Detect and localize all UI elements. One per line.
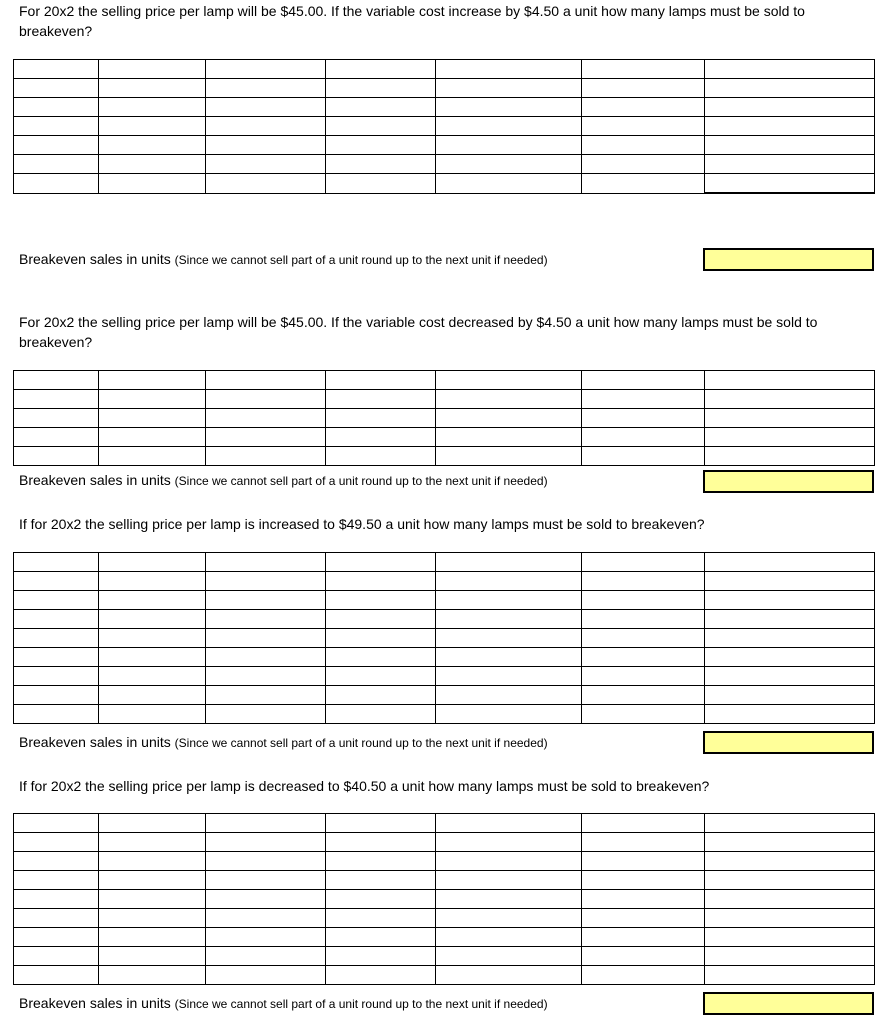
- table-row: [14, 572, 875, 591]
- breakeven-label-4: Breakeven sales in units (Since we cannot sell part of a unit round up to the next unit if needed): [19, 995, 548, 1011]
- breakeven-label-2: Breakeven sales in units (Since we cannot sell part of a unit round up to the next unit if needed): [19, 472, 548, 488]
- worksheet-table-3: [13, 552, 875, 724]
- table-row: [14, 136, 875, 155]
- table-row: [14, 610, 875, 629]
- table-row: [14, 852, 875, 871]
- table-row: [14, 667, 875, 686]
- table-row: [14, 79, 875, 98]
- table-row: [14, 553, 875, 572]
- table-row: [14, 814, 875, 833]
- rounding-note: (Since we cannot sell part of a unit round up to the next unit if needed): [174, 736, 548, 750]
- table-row: [14, 428, 875, 447]
- table-row: [14, 591, 875, 610]
- worksheet-table-2: [13, 370, 875, 466]
- rounding-note: (Since we cannot sell part of a unit round up to the next unit if needed): [174, 997, 548, 1011]
- table-row: [14, 928, 875, 947]
- breakeven-answer-1[interactable]: [703, 248, 874, 271]
- table-row: [14, 890, 875, 909]
- worksheet-table-4: [13, 813, 875, 985]
- worksheet-table-1: [13, 59, 875, 194]
- table-row: [14, 705, 875, 724]
- breakeven-label-1: Breakeven sales in units (Since we cannot sell part of a unit round up to the next unit if needed): [19, 251, 548, 267]
- table-row: [14, 60, 875, 79]
- table-row: [14, 409, 875, 428]
- table-row: [14, 390, 875, 409]
- question-3: If for 20x2 the selling price per lamp is increased to $49.50 a unit how many lamps must be sold to breakeven?: [19, 516, 705, 532]
- rounding-note: (Since we cannot sell part of a unit round up to the next unit if needed): [174, 253, 548, 267]
- question-1: For 20x2 the selling price per lamp will be $45.00. If the variable cost increase by $4.50 a unit how many lamps must be sold to breakeven?: [19, 3, 805, 39]
- table-row: [14, 155, 875, 174]
- question-4: If for 20x2 the selling price per lamp is decreased to $40.50 a unit how many lamps must be sold to breakeven?: [19, 778, 710, 794]
- table-row: [14, 98, 875, 117]
- breakeven-answer-4[interactable]: [703, 992, 874, 1015]
- table-row: [14, 629, 875, 648]
- table-row: [14, 648, 875, 667]
- breakeven-answer-3[interactable]: [703, 731, 874, 754]
- table-row: [14, 447, 875, 466]
- breakeven-answer-2[interactable]: [703, 470, 874, 493]
- table-row: [14, 833, 875, 852]
- table-row: [14, 966, 875, 985]
- table-row: [14, 117, 875, 136]
- table-row: [14, 686, 875, 705]
- breakeven-label-3: Breakeven sales in units (Since we cannot sell part of a unit round up to the next unit if needed): [19, 734, 548, 750]
- table-row: [14, 947, 875, 966]
- table-row: [14, 871, 875, 890]
- table-row: [14, 909, 875, 928]
- table-row: [14, 371, 875, 390]
- rounding-note: (Since we cannot sell part of a unit round up to the next unit if needed): [174, 474, 548, 488]
- question-2: For 20x2 the selling price per lamp will be $45.00. If the variable cost decreased by $4.50 a unit how many lamps must be sold to breakeven?: [19, 314, 818, 350]
- table-row: [14, 174, 875, 194]
